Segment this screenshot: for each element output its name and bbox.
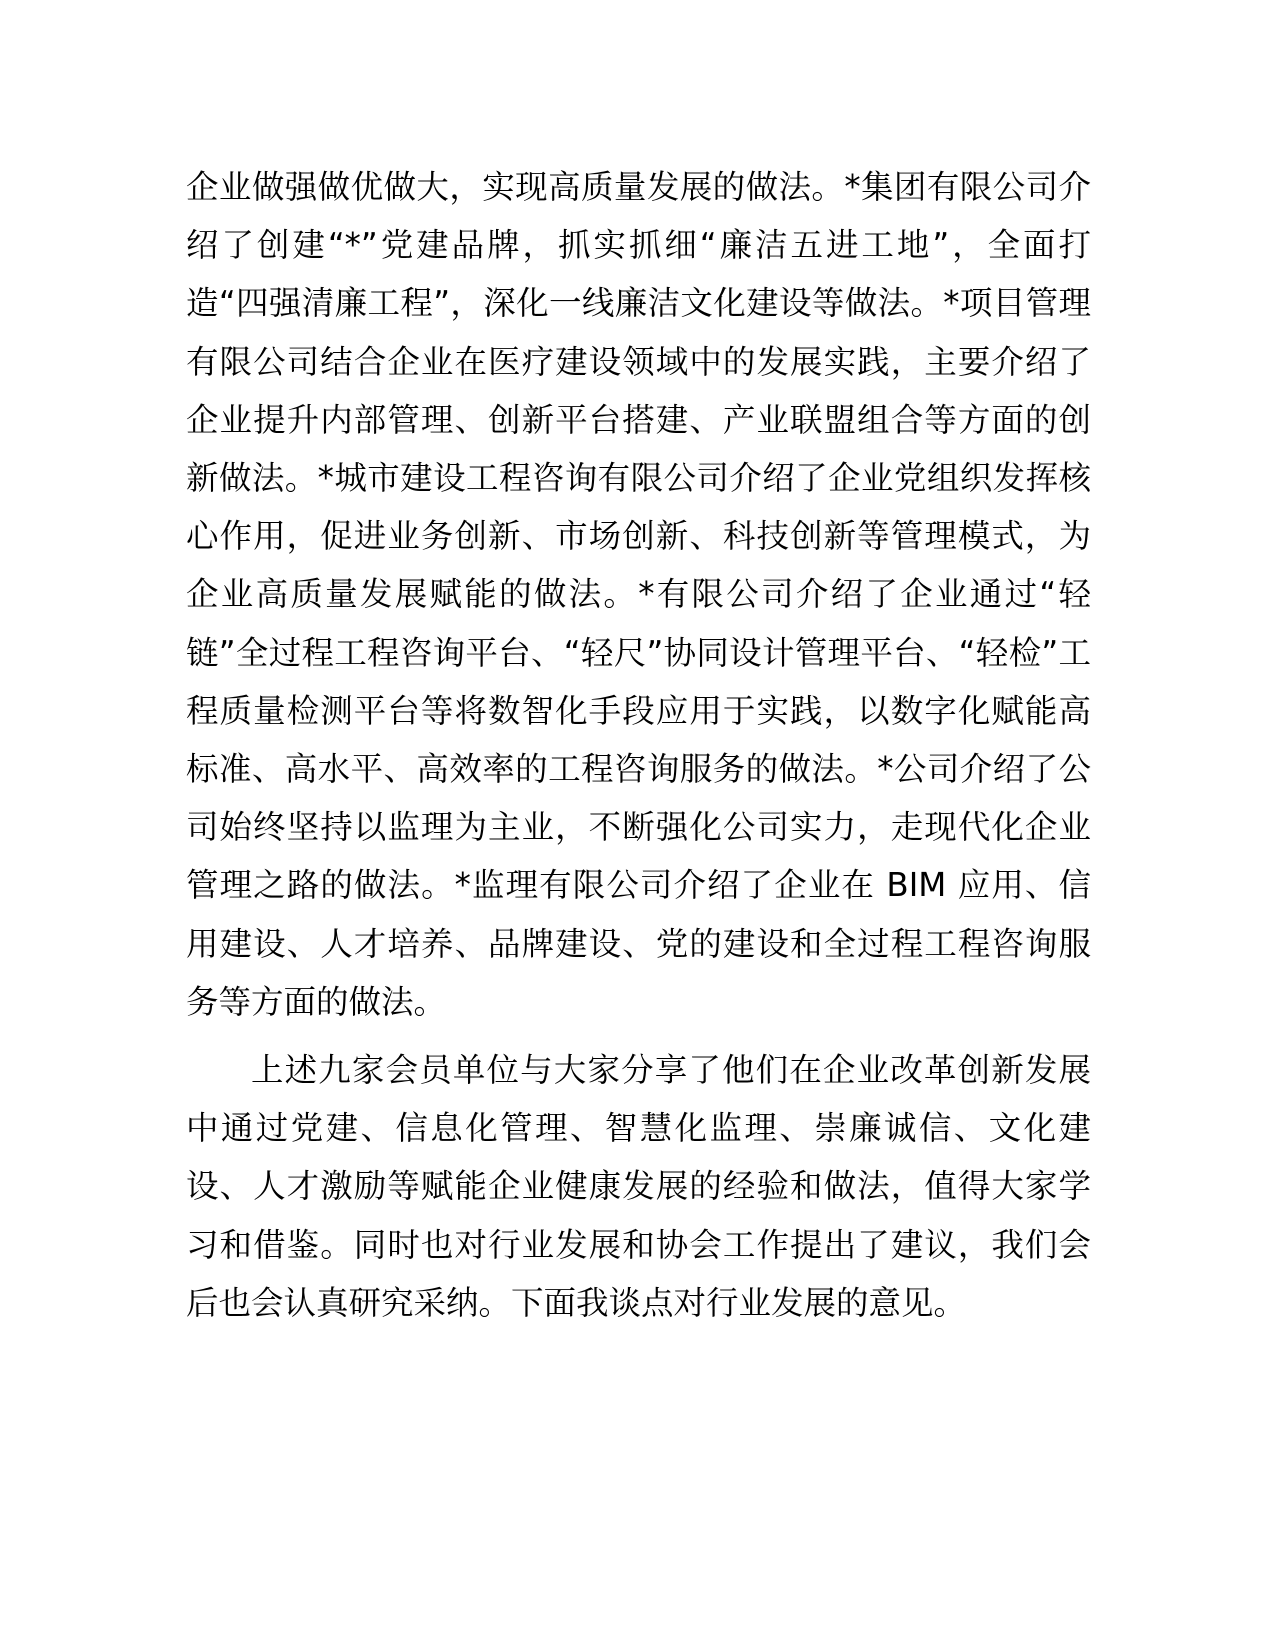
paragraph-1: 企业做强做优做大，实现高质量发展的做法。*集团有限公司介绍了创建“*”党建品牌，抓实抓细“廉洁五进工地”，全面打造“四强清廉工程”，深化一线廉洁文化建设等做法。*项目管理有限公司结合企业在医疗建设领域中的发展实践，主要介绍了企业提升内部管理、创新平台搭建、产业联盟组合等方面的创新做法。*城市建设工程咨询有限公司介绍了企业党组织发挥核心作用，促进业务创新、市场创新、科技创新等管理模式，为企业高质量发展赋能的做法。*有限公司介绍了企业通过“轻链”全过程工程咨询平台、“轻尺”协同设计管理平台、“轻检”工程质量检测平台等将数智化手段应用于实践，以数字化赋能高标准、高水平、高效率的工程咨询服务的做法。*公司介绍了公司始终坚持以监理为主业，不断强化公司实力，走现代化企业管理之路的做法。*监理有限公司介绍了企业在 BIM 应用、信用建设、人才培养、品牌建设、党的建设和全过程工程咨询服务等方面的做法。 [186, 168, 1091, 1021]
paragraph-2: 上述九家会员单位与大家分享了他们在企业改革创新发展中通过党建、信息化管理、智慧化监理、崇廉诚信、文化建设、人才激励等赋能企业健康发展的经验和做法，值得大家学习和借鉴。同时也对行业发展和协会工作提出了建议，我们会后也会认真研究采纳。下面我谈点对行业发展的意见。 [186, 1051, 1091, 1322]
body-text [186, 158, 1091, 1332]
